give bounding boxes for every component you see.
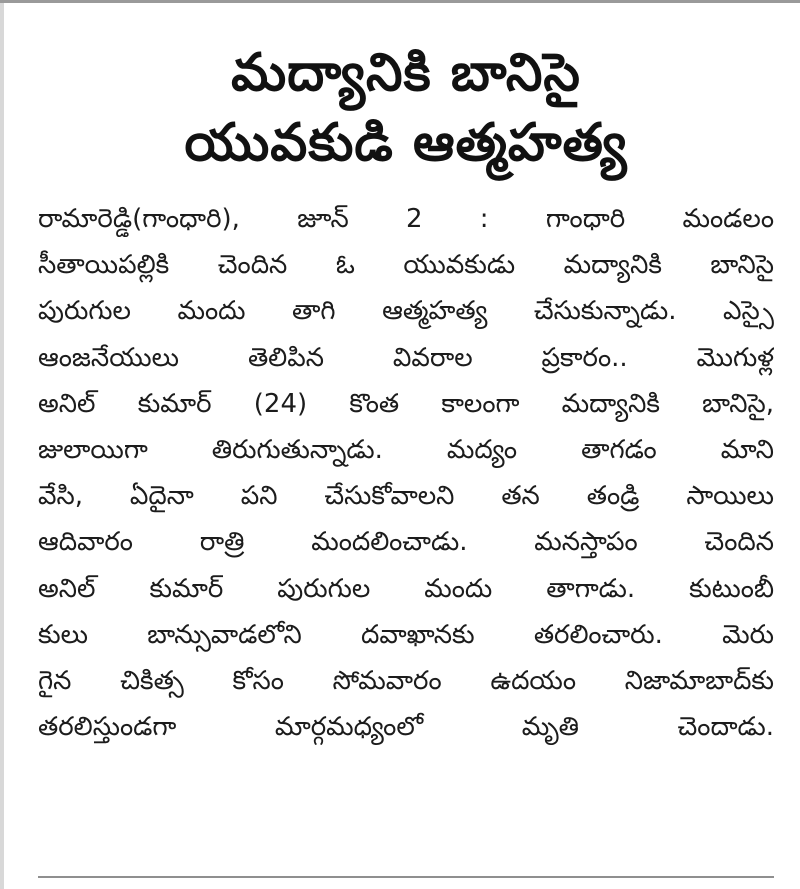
article-headline <box>38 0 774 178</box>
body-line: సీతాయిపల్లికి చెందిన ఓ యువకుడు మద్యానికి బానిసై <box>38 250 774 281</box>
body-line: ఆంజనేయులు తెలిపిన వివరాల ప్రకారం.. మొగుళ్ల <box>38 342 774 373</box>
body-line: ఆదివారం రాత్రి మందలించాడు. మనస్తాపం చెందిన <box>38 527 774 558</box>
headline-line-1: మద్యానికి బానిసై <box>231 43 581 103</box>
body-line: అనిల్ కుమార్ పురుగుల మందు తాగాడు. కుటుంబీ <box>38 573 774 604</box>
news-article <box>38 0 774 889</box>
body-line: తరలిస్తుండగా మార్గమధ్యంలో మృతి చెందాడు. <box>38 712 774 743</box>
body-line: వేసి, ఏదైనా పని చేసుకోవాలని తన తండ్రి సాయిలు <box>38 481 774 512</box>
body-line: కులు బాన్సువాడలోని దవాఖానకు తరలించారు. మెరు <box>38 619 774 650</box>
article-body <box>38 196 774 750</box>
headline-line-2: యువకుడి ఆత్మహత్య <box>184 113 628 173</box>
body-line: పురుగుల మందు తాగి ఆత్మహత్య చేసుకున్నాడు. ఎస్సై <box>38 296 774 327</box>
body-line: గైన చికిత్స కోసం సోమవారం ఉదయం నిజామాబాద్‌కు <box>38 666 774 697</box>
body-line: జులాయిగా తిరుగుతున్నాడు. మద్యం తాగడం మాని <box>38 435 774 466</box>
body-line: అనిల్ కుమార్ (24) కొంత కాలంగా మద్యానికి బానిసై, <box>38 388 774 419</box>
page-left-edge <box>0 0 4 889</box>
body-line: రామారెడ్డి(గాంధారి), జూన్ 2 : గాంధారి మండలం <box>38 204 774 234</box>
bottom-divider <box>38 876 774 878</box>
